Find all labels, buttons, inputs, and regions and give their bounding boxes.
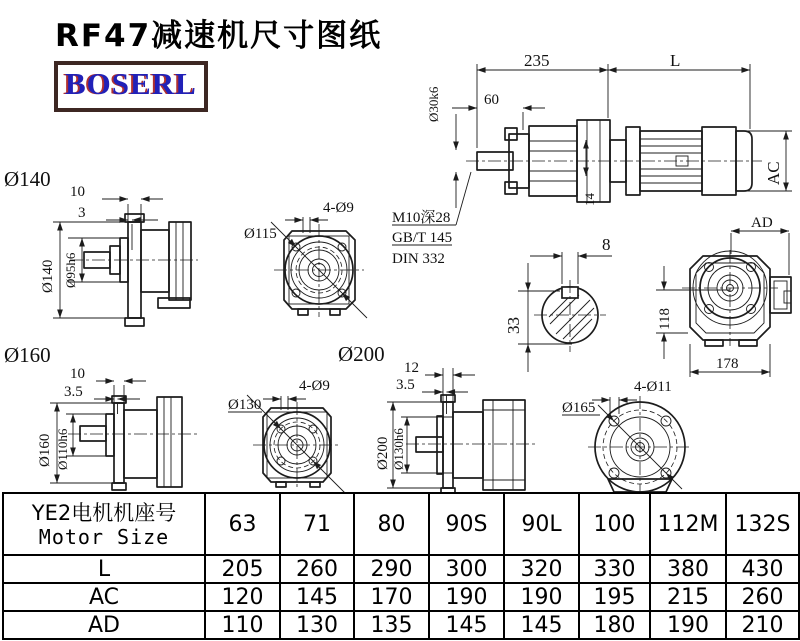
view-main-side bbox=[392, 51, 792, 267]
dim-AD-label: AD bbox=[751, 215, 773, 231]
cell-value: 290 bbox=[354, 555, 429, 583]
cell-value: 110 bbox=[205, 611, 280, 639]
row-label: AC bbox=[3, 583, 205, 611]
dim-35b-label: 3.5 bbox=[64, 384, 83, 400]
motor-size-table bbox=[2, 492, 800, 640]
cell-value: 260 bbox=[280, 555, 354, 583]
dim-AC-label: AC bbox=[764, 161, 783, 185]
cell-value: 215 bbox=[650, 583, 726, 611]
motor-size-header-en: Motor Size bbox=[38, 525, 170, 550]
cell-value: 330 bbox=[579, 555, 650, 583]
column-header: 71 bbox=[280, 493, 354, 555]
cell-value: 195 bbox=[579, 583, 650, 611]
row-label: L bbox=[3, 555, 205, 583]
page-title: RF47减速机尺寸图纸 bbox=[55, 18, 383, 54]
dim-12-label: 12 bbox=[404, 360, 419, 376]
column-header: 80 bbox=[354, 493, 429, 555]
cell-value: 145 bbox=[429, 611, 504, 639]
cell-value: 120 bbox=[205, 583, 280, 611]
dim-178-label: 178 bbox=[716, 356, 739, 372]
dim-d130h6-label: Ø130h6 bbox=[391, 428, 406, 470]
note-din: DIN 332 bbox=[392, 251, 445, 267]
dim-8-label: 8 bbox=[602, 235, 611, 254]
cell-value: 170 bbox=[354, 583, 429, 611]
table-row bbox=[3, 611, 799, 639]
view-rear bbox=[656, 215, 791, 377]
cell-value: 380 bbox=[650, 555, 726, 583]
label-d200: Ø200 bbox=[338, 342, 385, 366]
dim-10-label: 10 bbox=[70, 184, 85, 200]
dim-shaft-label: Ø30k6 bbox=[426, 86, 441, 122]
cell-value: 300 bbox=[429, 555, 504, 583]
dim-d140-label: Ø140 bbox=[40, 259, 56, 293]
cell-value: 145 bbox=[280, 583, 354, 611]
dim-d200-label: Ø200 bbox=[375, 436, 391, 470]
cell-value: 430 bbox=[726, 555, 799, 583]
dim-14-label: 14 bbox=[582, 193, 597, 206]
dim-d115-label: Ø115 bbox=[244, 226, 277, 242]
column-header: 63 bbox=[205, 493, 280, 555]
cell-value: 135 bbox=[354, 611, 429, 639]
dim-4xd11-label: 4-Ø11 bbox=[634, 379, 672, 395]
cell-value: 190 bbox=[650, 611, 726, 639]
view-flange-front-130 bbox=[228, 378, 347, 495]
column-header: 90S bbox=[429, 493, 504, 555]
cell-value: 190 bbox=[429, 583, 504, 611]
motor-size-header bbox=[3, 493, 205, 555]
dim-33-label: 33 bbox=[504, 317, 523, 334]
view-shaft-section bbox=[504, 235, 612, 372]
cell-value: 205 bbox=[205, 555, 280, 583]
column-header: 90L bbox=[504, 493, 579, 555]
cell-value: 210 bbox=[726, 611, 799, 639]
note-thread: M10深28 bbox=[392, 210, 451, 226]
cell-value: 180 bbox=[579, 611, 650, 639]
dim-3-label: 3 bbox=[78, 205, 86, 221]
dim-L-label: L bbox=[670, 51, 681, 70]
cell-value: 260 bbox=[726, 583, 799, 611]
cell-value: 145 bbox=[504, 611, 579, 639]
note-gbt: GB/T 145 bbox=[392, 230, 453, 246]
dim-d110-label: Ø110h6 bbox=[55, 428, 70, 470]
view-flange-side-160 bbox=[4, 343, 198, 490]
dim-118-label: 118 bbox=[657, 308, 673, 330]
dim-235-label: 235 bbox=[524, 51, 550, 70]
row-label: AD bbox=[3, 611, 205, 639]
dim-d95-label: Ø95h6 bbox=[63, 252, 78, 288]
label-d140: Ø140 bbox=[4, 167, 51, 191]
table-row bbox=[3, 555, 799, 583]
cell-value: 130 bbox=[280, 611, 354, 639]
column-header: 132S bbox=[726, 493, 799, 555]
column-header: 100 bbox=[579, 493, 650, 555]
view-flange-side-140 bbox=[4, 167, 198, 326]
view-flange-side-200 bbox=[338, 342, 536, 495]
dim-60-label: 60 bbox=[484, 92, 499, 108]
motor-size-header-cn: YE2电机机座号 bbox=[31, 500, 177, 525]
view-flange-front-115 bbox=[244, 200, 367, 318]
dim-10b-label: 10 bbox=[70, 366, 85, 382]
cell-value: 190 bbox=[504, 583, 579, 611]
table-row bbox=[3, 583, 799, 611]
dim-35c-label: 3.5 bbox=[396, 377, 415, 393]
dim-d130-label: Ø130 bbox=[228, 397, 262, 413]
boserl-logo-text: BOSERL bbox=[65, 66, 197, 101]
dim-4xd9b-label: 4-Ø9 bbox=[299, 378, 330, 394]
cell-value: 320 bbox=[504, 555, 579, 583]
dim-d160-label: Ø160 bbox=[37, 433, 53, 467]
dim-4xd9-label: 4-Ø9 bbox=[323, 200, 354, 216]
dim-d165-label: Ø165 bbox=[562, 400, 596, 416]
column-header: 112M bbox=[650, 493, 726, 555]
view-flange-front-165 bbox=[562, 379, 692, 498]
label-d160: Ø160 bbox=[4, 343, 51, 367]
